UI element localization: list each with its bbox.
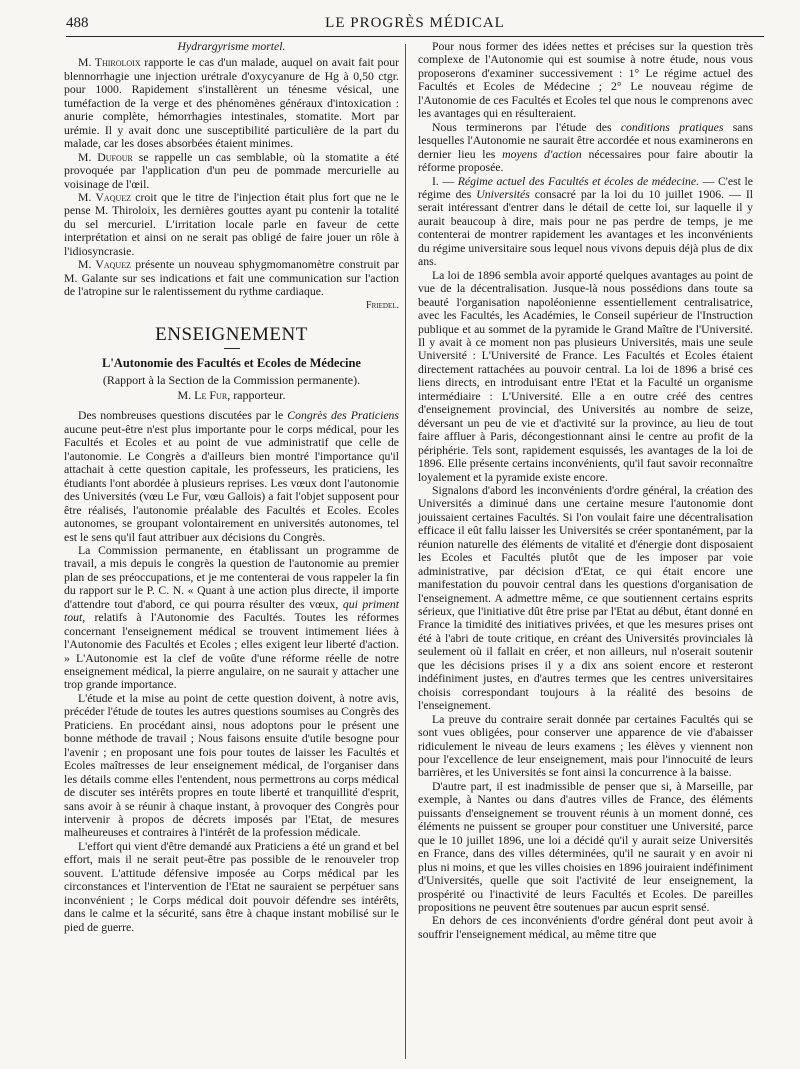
paragraph: La preuve du contraire serait donnée par certaines Facultés qui se sont vues obligées, pour conserver une apparence de vie d'abaisser ridiculement le niveau de leurs examens ; les élèves y viennent non pour l'excellence de leur enseignement, mais pour l'innocuité de leurs barrières, et les Universités se font ainsi la concurrence à la baisse. bbox=[418, 712, 753, 780]
left-column bbox=[64, 40, 399, 934]
paragraph-text: croit que le titre de l'injection était plus fort que ne le pense M. Thiroloix, les dernières gouttes ayant pu contenir la totalité du sel mercuriel. L'irritation locale parle en faveur de cette interprétation et ainsi on ne serait pas obligé de faire jouer un rôle à l'idiosyncrasie. bbox=[64, 190, 399, 258]
paragraph bbox=[418, 121, 753, 175]
paragraph-text: rapporte le cas d'un malade, auquel on avait fait pour blennorrhagie une injection urétrale d'oxycyanure de Hg à 0,50 ctgr. pour 1000. Rapidement s'installèrent un ténesme vésical, une tuméfaction de la verge et des phénomènes généraux d'intoxication : anurie complète, hémorrhagies intestinales, stomatite. Mort par urémie. Il y avait donc une susceptibilité particulière de la part du malade, car les doses absorbées étaient minimes. bbox=[64, 56, 399, 151]
speaker-name: M. Thiroloix bbox=[78, 56, 141, 70]
section-rule bbox=[224, 348, 240, 349]
paragraph bbox=[64, 258, 399, 298]
byline bbox=[64, 389, 399, 402]
paragraph: D'autre part, il est inadmissible de penser que si, à Marseille, par exemple, à Nantes ou dans d'autres villes de France, des éléments puissants d'enseignement se trouvent réunis à un moment donné, ces éléments ne puissent se grouper pour constituer une Université, parce que le 10 juillet 1896, une loi a décidé qu'il y aurait seize Universités en France, dans des villes déterminées, qu'il ne saurait y en avoir ni plus ni moins, et que les villes choisies en 1896 jouiraient indéfiniment d'Universités, quelle que soit l'activité de leur enseignement, la prospérité ou l'inactivité de leurs Facultés et Ecoles. De pareilles propositions ne peuvent être soutenues par aucun esprit sensé. bbox=[418, 779, 753, 914]
paragraph-text: La Commission permanente, en établissant un programme de travail, a mis depuis le congrès la question de l'autonomie au premier plan de ses préoccupations, et je me contenterai de vous rappeler la fin du rapport sur le P. C. N. « Quant à une action plus directe, il importe d'attendre tout d'abord, ce qui pourra résulter des vœux, bbox=[64, 543, 399, 611]
paragraph-text: Des nombreuses questions discutées par le bbox=[78, 409, 288, 423]
paragraph bbox=[418, 175, 753, 269]
italic-text: Congrès des Praticiens bbox=[287, 409, 399, 423]
paragraph bbox=[64, 151, 399, 191]
paragraph-text: se rappelle un cas semblable, où la stomatite a été provoquée par l'application d'un peu de pommade mercurielle au voisinage de l'œil. bbox=[64, 150, 399, 191]
italic-text: moyens d'action bbox=[502, 147, 582, 161]
paragraph-text: — C'est le régime des bbox=[418, 174, 753, 201]
paragraph bbox=[64, 191, 399, 258]
italic-text: conditions pratiques bbox=[620, 120, 724, 134]
signature: Friedel. bbox=[366, 299, 399, 311]
italic-text: Universités bbox=[476, 187, 530, 201]
paragraph: En dehors de ces inconvénients d'ordre général dont peut avoir à souffrir l'enseignement médical, au même titre que bbox=[418, 914, 753, 941]
paragraph: Pour nous former des idées nettes et précises sur la question très complexe de l'Autonomie qui est soumise à notre étude, nous vous proposerons d'examiner successivement : 1° Le régime actuel des Facultés et Ecoles de Médecine ; 2° Le nouveau régime de l'Autonomie de ces Facultés et Ecoles tel que nous le comprenons avec les avantages qui en résulteraient. bbox=[418, 40, 753, 121]
paragraph: Signalons d'abord les inconvénients d'ordre général, la création des Universités a diminué dans une certaine mesure l'autonomie dont jouissaient certaines Facultés. Si l'on voulait faire une décentralisation efficace il eût fallu laisser les Universités se créer spontanément, par la réunion naturelle des éléments de vitalité et d'énergie dont disposaient les Ecoles et Facultés plutôt que de les imposer par voie administrative, par décision d'Etat, ce qui était encore une manifestation du pouvoir central dans les questions d'organisation de l'enseignement. A admettre même, ce que soutiennent certains esprits sérieux, que l'initiative dût être prise par l'Etat au début, étant donné en France la timidité des initiatives privées, et que les mesures prises ont été à l'abri de toute critique, en créant des Universités provinciales là seulement où il fallait en créer, et non ailleurs, nul n'oserait soutenir que les décisions prises il y a dix ans soient encore et resteront indéfiniment justes, en d'autres termes que les centres universitaires choisis correspondant toujours à la réalité des besoins de l'enseignement. bbox=[418, 483, 753, 713]
journal-title: LE PROGRÈS MÉDICAL bbox=[325, 15, 505, 31]
paragraph-text: consacré par la loi du 10 juillet 1906. — Il serait intéressant d'entrer dans le détail de cette loi, sur laquelle il y aurait beaucoup à dire, mais pour ne pas perdre de temps, je me contenterai de montrer rapidement les avantages et les inconvénients du régime universitaire sous lequel nous vivons depuis déjà plus de dix ans. bbox=[418, 187, 753, 269]
paragraph-text: sans lesquelles l'Autonomie ne saurait être accordée et nous examinerons en dernier lieu les bbox=[418, 120, 753, 161]
paragraph-text: aucune peut-être n'est plus importante pour le corps médical, pour les Facultés et Ecoles et au point de vue administratif que celle de l'autonomie. Le Congrès a d'ailleurs bien montré l'importance qu'il attachait à cette question capitale, les professeurs, les praticiens, les étudiants l'ont abordée à plusieurs reprises. Les vœux dont l'autonomie des Universités (vœu Le Fur, vœu Gallois) a fait l'objet supposent pour être réalisés, l'autonomie préalable des Facultés et Ecoles. Ecoles autonomes, se groupant volontairement en universités autonomes, tel est le sens qu'il faut attribuer aux décisions du Congrès. bbox=[64, 422, 399, 544]
paragraph-text: nécessaires pour faire aboutir la réforme proposée. bbox=[418, 147, 754, 175]
byline-rest: , rapporteur. bbox=[227, 387, 286, 402]
paragraph-text: relatifs à l'Autonomie des Facultés. Toutes les réformes concernant l'enseignement médical se trouvent intimement liées à l'Autonomie des Facultés et Ecoles ; elles exigent leur liberté d'action. » L'Autonomie est la clef de voûte d'une réforme réelle de notre enseignement médical, la pierre angulaire, on ne saurait y attacher une trop grande importance. bbox=[64, 611, 399, 692]
author-name: M. Le Fur bbox=[177, 387, 228, 402]
right-column bbox=[418, 40, 753, 941]
article-title: L'Autonomie des Facultés et Ecoles de Médecine bbox=[102, 356, 361, 371]
paragraph: L'étude et la mise au point de cette question doivent, à notre avis, précéder l'étude de toutes les autres questions soumises au Congrès des Praticiens. En procédant ainsi, nous adoptons pour le présent une bonne méthode de travail ; Nous faisons ensuite d'utile besogne pour l'avenir ; en proposant une fois pour toutes de laisser les Facultés et Ecoles maîtresses de leur enseignement médical, de l'organiser dans les détails comme elles l'entendent, nous permettrons au corps médical de discuter ses intérêts propres en toute liberté et tranquillité d'esprit, sans avoir à se réunir à chaque instant, à provoquer des Congrès pour intervenir à propos de décrets imposés par l'Etat, de mesures malheureuses et contraires à l'intérêt de la profession médicale. bbox=[64, 691, 399, 840]
paragraph bbox=[64, 56, 399, 150]
hydrargyrisme-title: Hydrargyrisme mortel. bbox=[177, 40, 286, 53]
column-divider bbox=[405, 44, 406, 1059]
italic-text: qui priment tout, bbox=[64, 597, 399, 625]
speaker-name: M. Vaquez bbox=[78, 258, 131, 272]
paragraph: La loi de 1896 sembla avoir apporté quelques avantages au point de vue de la décentralisation. Jusque-là nous possédions dans toute sa beauté l'organisation napoléonienne essentiellement centralisatrice, avec les Facultés, les Académies, le Conseil supérieur de l'Instruction publique et au sommet de la pyramide le Grand Maître de l'Université. Il y avait à ce moment non pas plusieurs Universités, mais une seule Université : L'Université de France. Les Facultés et Ecoles étaient directement rattachées au pouvoir central. La loi de 1896 a brisé ces liens directs, en introduisant entre l'Etat et la Faculté un organisme intermédiaire : L'Université. Elle a en outre créé des centres d'enseignement provincial, des Universités au nombre de seize, déversant un peu de vie et d'activité sur la province, au lieu de tout faire affluer à Paris, décongestionnant ainsi le centre au profit de la périphérie. Tels sont, rapidement esquissés, les avantages de la loi de 1896. Elle présente certains inconvénients, qu'il faut savoir reconnaître loyalement et la pyramide existe encore. bbox=[418, 268, 753, 484]
page-header bbox=[66, 12, 764, 37]
paragraph-text: présente un nouveau sphygmomanomètre construit par M. Galante sur ses indications et fait une communication sur l'action de l'atropine sur le ralentissement du rythme cardiaque. bbox=[64, 258, 400, 299]
paragraph-text: Nous terminerons par l'étude des bbox=[432, 120, 621, 134]
page-number: 488 bbox=[66, 15, 89, 31]
paragraph: L'effort qui vient d'être demandé aux Praticiens a été un grand et bel effort, mais il ne serait peut-être pas possible de le renouveler trop souvent. L'attitude défensive imposée au Corps médical par les circonstances et l'intervention de l'Etat ne sauraient se perpétuer sans inconvénient ; le Corps médical doit pouvoir défendre ses intérêts, dans le calme et la sécurité, sans être à chaque instant mobilisé sur le pied de guerre. bbox=[64, 839, 399, 934]
paragraph bbox=[64, 544, 399, 692]
italic-text: Régime actuel des Facultés et écoles de médecine. bbox=[457, 174, 700, 188]
paragraph-text: I. — bbox=[432, 174, 458, 188]
speaker-name: M. Dufour bbox=[78, 150, 133, 164]
article-subtitle: (Rapport à la Section de la Commission permanente). bbox=[102, 372, 361, 387]
paragraph bbox=[64, 409, 399, 544]
speaker-name: M. Vaquez bbox=[78, 190, 132, 204]
section-title: ENSEIGNEMENT bbox=[155, 324, 308, 346]
